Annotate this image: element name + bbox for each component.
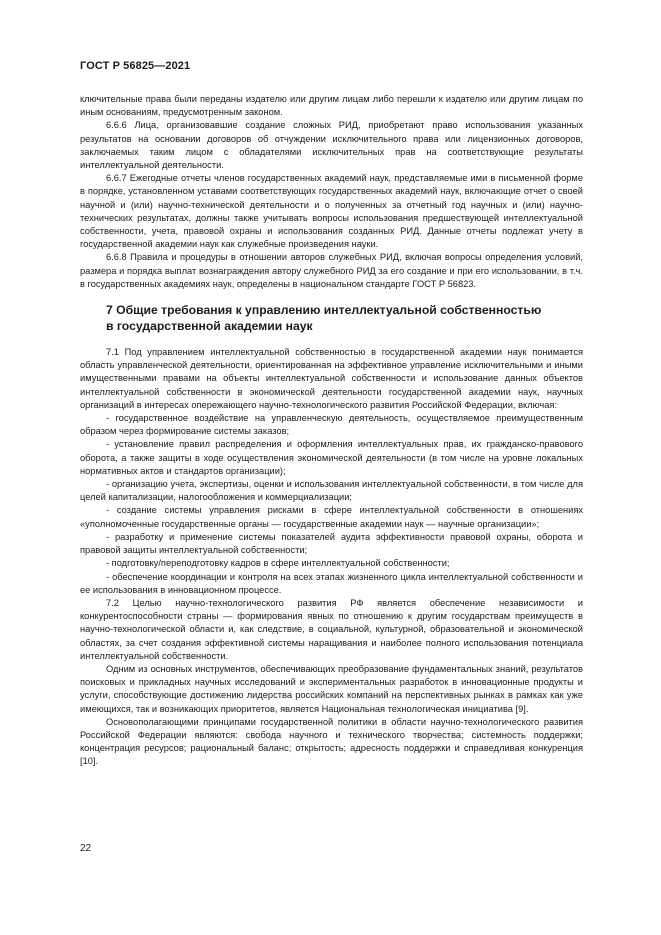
paragraphs-before-section (80, 93, 583, 291)
document-body (80, 93, 583, 769)
paragraph: - разработку и применение системы показателей аудита эффективности правовой охраны, оборота и правовой защиты интеллектуальной собственности; (80, 531, 583, 556)
paragraph: 6.6.8 Правила и процедуры в отношении авторов служебных РИД, включая вопросы определения условий, размера и порядка выплат вознаграждения автору служебного РИД за его создание и при его использовании, в т.ч. в государственных академиях наук, определены в национальном стандарте ГОСТ Р 56823. (80, 252, 583, 289)
section-heading-line-1: 7 Общие требования к управлению интеллектуальной собственностью (106, 303, 542, 318)
paragraph: - обеспечение координации и контроля на всех этапах жизненного цикла интеллектуальной собственности и ее использования в инновационном процессе. (80, 571, 583, 595)
paragraph: - государственное воздействие на управленческую деятельность, осуществляемое преимущественным образом через формирование системы заказов; (80, 413, 583, 437)
paragraph: 7.2 Целью научно-технологического развития РФ является обеспечение независимости и конкурентоспособности страны — формирования явных по отношению к другим государствам преимуществ в научно-технологической области и, как следствие, в социальной, культурной, образовательной и экономической областях, за счет создания эффективной системы наращивания и наиболее полного использования потенциала интеллектуальной собственности. (80, 597, 583, 661)
paragraph: 6.6.7 Ежегодные отчеты членов государственных академий наук, представляемые ими в письменной форме в порядке, установленном уставами соответствующих государственных академий наук, включающие отчет о своей научной и (или) научно-технической деятельности и о полученных за отчетный год научных и (или) научно-технических результатах, должны также учитывать вопросы использования предшествующей интеллектуальной собственности, учета, правовой охраны и использования созданных РИД. Данные отчеты подлежат учету в государственной академии наук как служебные произведения науки. (80, 173, 583, 250)
paragraph: Основополагающими принципами государственной политики в области научно-технологического развития Российской Федерации являются: свобода научного и технического творчества; системность поддержки; концентрация ресурсов; рациональный баланс; открытость; адресность поддержки и справедливая конкуренция [10]. (80, 716, 583, 767)
page-number: 22 (80, 843, 92, 854)
paragraph: - установление правил распределения и оформления интеллектуальных прав, их гражданско-правового оборота, а также защиты в ходе осуществления экономической деятельности (в том числе на уровне локальных нормативных актов и стандартов организации); (80, 439, 583, 476)
paragraph: - создание системы управления рисками в сфере интеллектуальной собственности в отношениях «уполномоченные государственные органы — государственные академии наук — научные организации»; (80, 505, 583, 529)
paragraphs-after-section (80, 346, 583, 769)
paragraph: 6.6.6 Лица, организовавшие создание сложных РИД, приобретают право использования указанных результатов на основании договоров об отчуждении исключительного права или лицензионных договоров, заключаемых таким лицом с обладателями исключительных прав на соответствующие результаты интеллектуальной деятельности. (80, 120, 583, 171)
document-header: ГОСТ Р 56825—2021 (80, 60, 191, 72)
paragraph: - организацию учета, экспертизы, оценки и использования интеллектуальной собственности, в том числе для целей капитализации, налогообложения и коммерциализации; (80, 479, 583, 503)
paragraph: ключительные права были переданы издателю или другим лицам либо перешли к издателю или другим лицам по иным основаниям, предусмотренным законом. (80, 94, 583, 118)
paragraph: 7.1 Под управлением интеллектуальной собственностью в государственной академии наук понимается область управленческой деятельности, ориентированная на эффективное управление исключительными и иными имущественными правами на объекты интеллектуальной собственности и использование данных объектов интеллектуальной собственности в экономической деятельности государственной академии наук, научных организаций в интересах опережающего научно-технологического развития Российской Федерации, включая: (80, 347, 583, 410)
section-heading (106, 303, 583, 334)
paragraph: Одним из основных инструментов, обеспечивающих преобразование фундаментальных знаний, результатов поисковых и прикладных научных исследований и экспериментальных разработок в инновационные продукты и услуги, способствующие достижению лидерства российских компаний на перспективных рынках в рамках как уже имеющихся, так и возникающих приоритетов, является Национальная технологическая инициатива [9]. (80, 663, 583, 714)
section-heading-line-2: в государственной академии наук (106, 318, 313, 333)
paragraph: - подготовку/переподготовку кадров в сфере интеллектуальной собственности; (106, 558, 450, 569)
